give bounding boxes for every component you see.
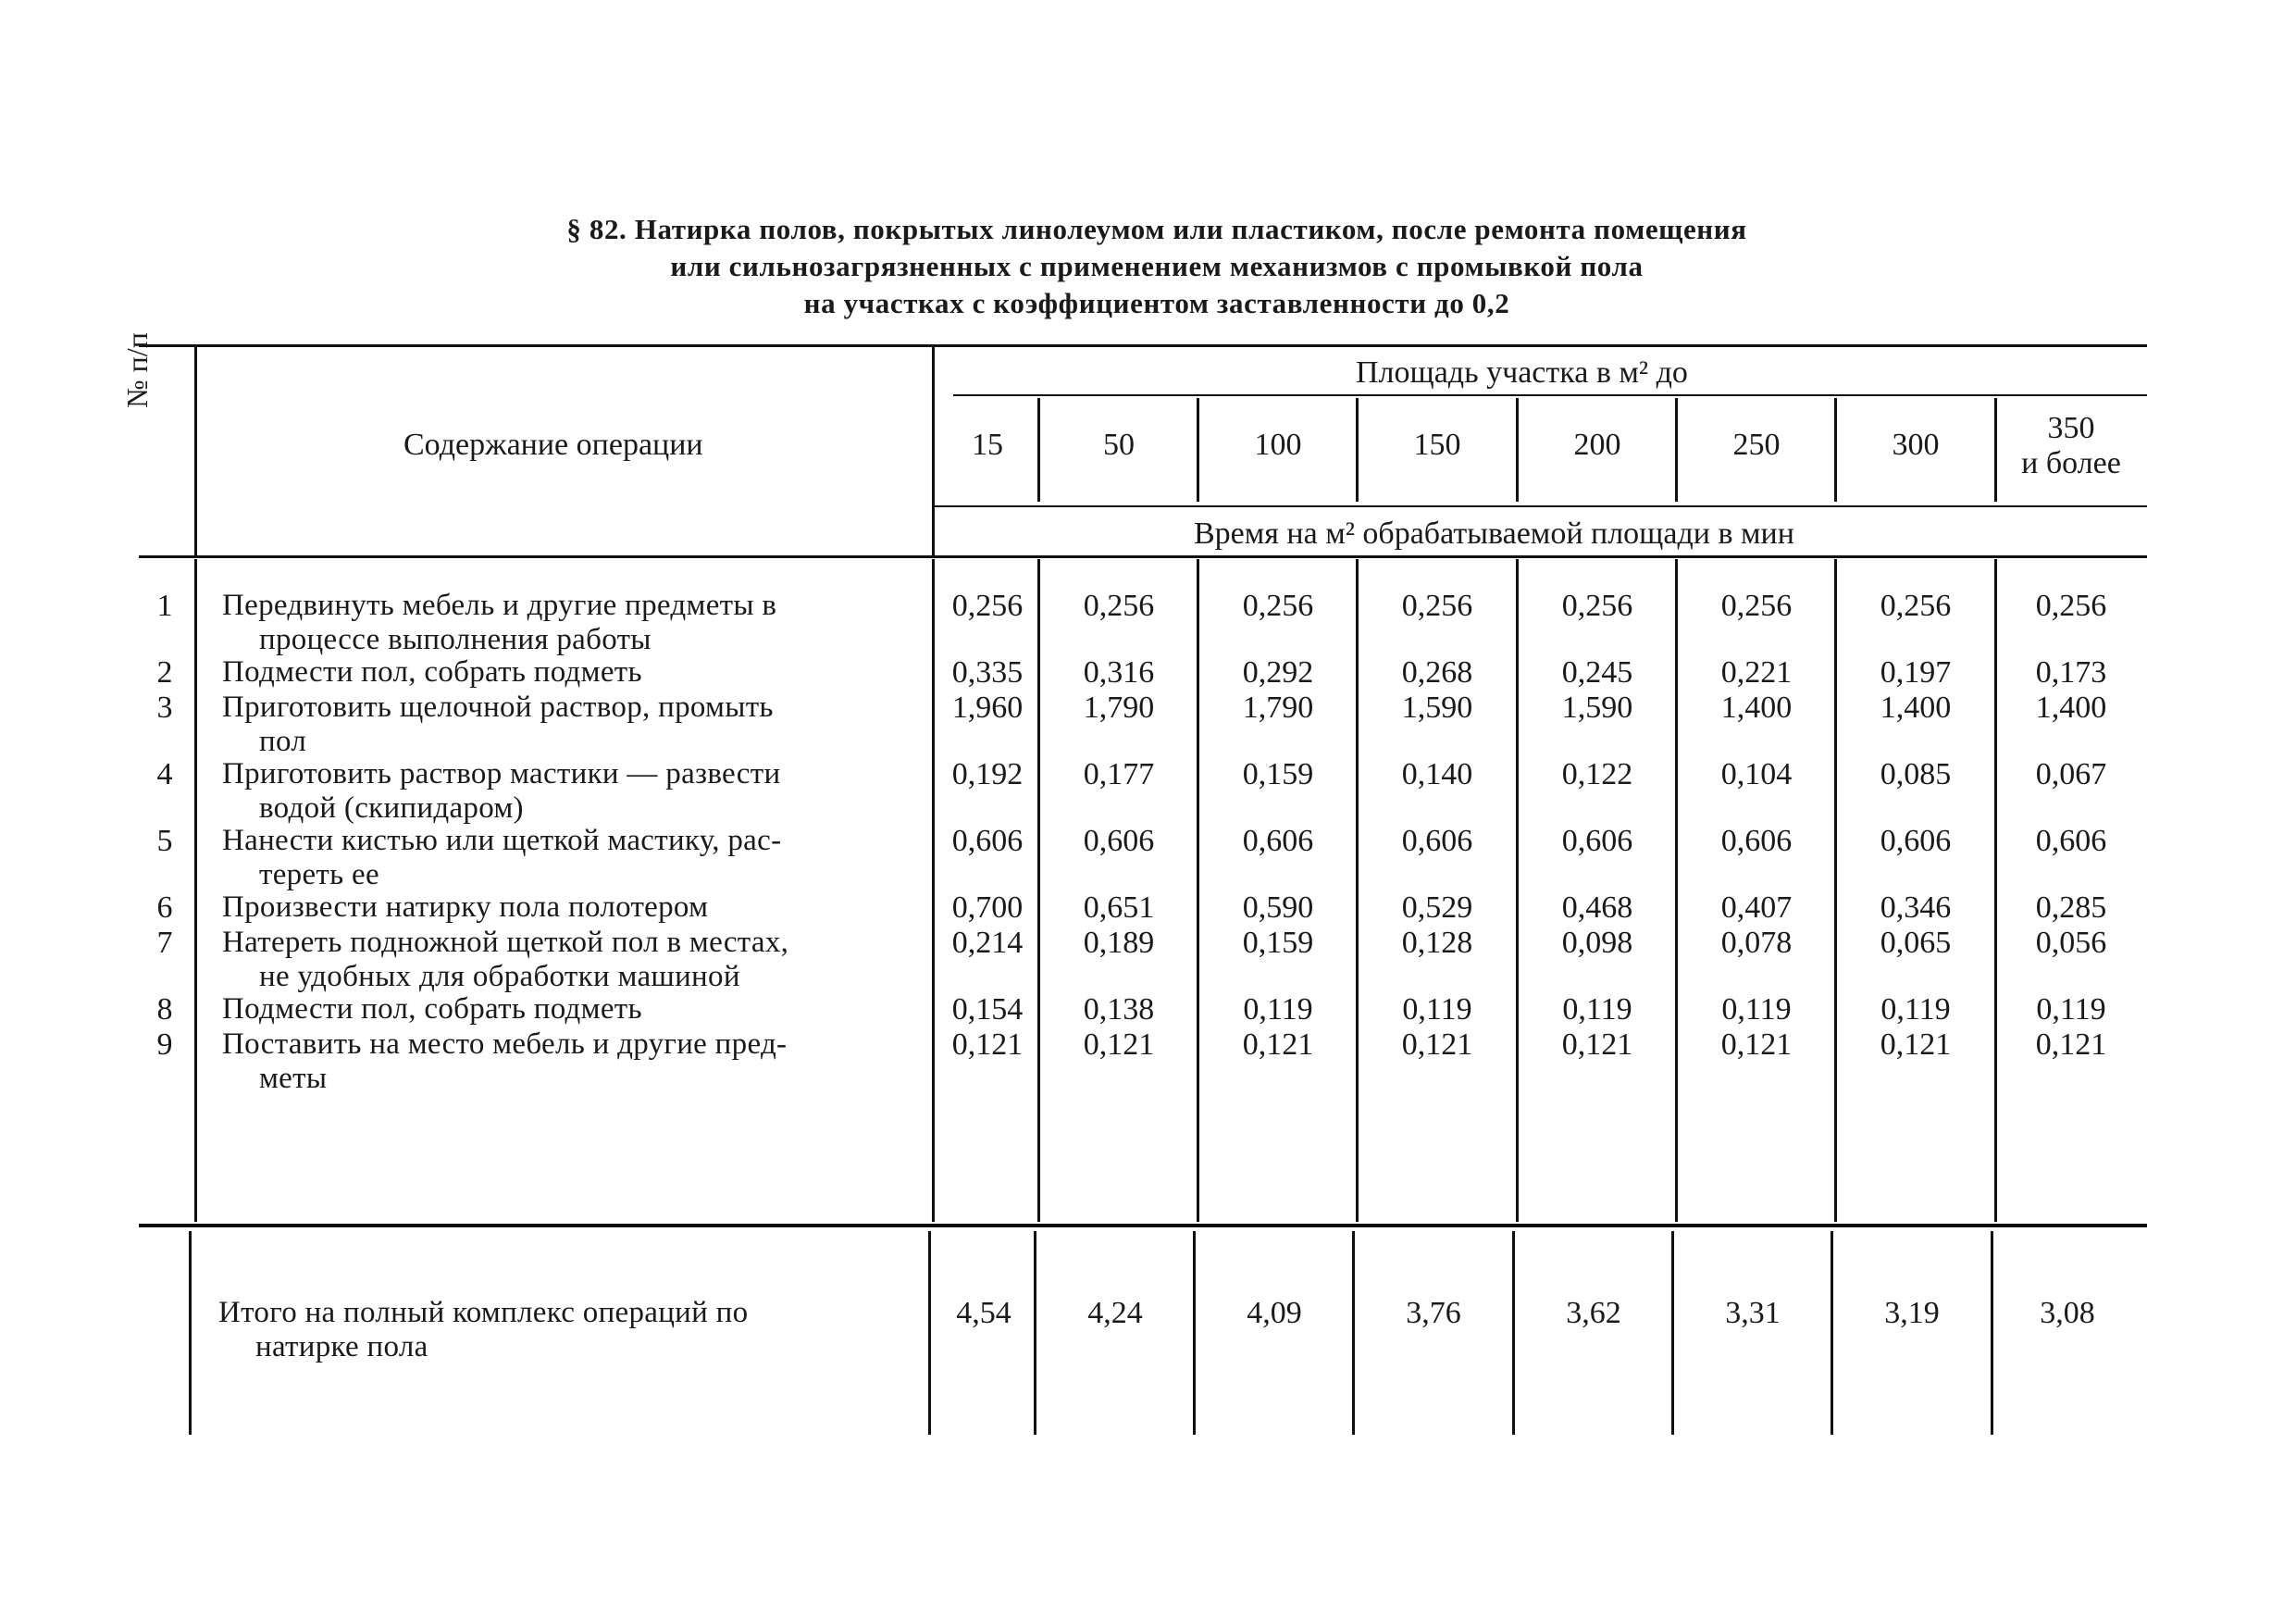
num-col-border bbox=[194, 346, 197, 557]
total-col-100-border bbox=[1352, 1231, 1355, 1435]
time-value: 0,214 bbox=[951, 926, 1024, 960]
total-value: 3,62 bbox=[1566, 1296, 1621, 1330]
total-value: 4,54 bbox=[956, 1296, 1011, 1330]
area-150-header: 150 bbox=[1413, 428, 1461, 462]
time-value: 0,065 bbox=[1880, 926, 1952, 960]
area-300-header: 300 bbox=[1892, 428, 1940, 462]
total-value: 3,08 bbox=[2040, 1296, 2095, 1330]
total-col-300-border bbox=[1991, 1231, 1993, 1435]
time-value: 0,098 bbox=[1561, 926, 1633, 960]
time-value: 1,590 bbox=[1561, 691, 1633, 725]
time-value: 0,651 bbox=[1083, 890, 1155, 925]
time-value: 0,590 bbox=[1242, 890, 1314, 925]
operation-line-1: Нанести кистью или щеткой мастику, рас- bbox=[222, 824, 782, 857]
time-value: 1,590 bbox=[1401, 691, 1473, 725]
area-50-header: 50 bbox=[1103, 428, 1135, 462]
total-num-border bbox=[189, 1231, 192, 1435]
table-top-rule bbox=[139, 344, 2147, 347]
time-value: 0,256 bbox=[951, 589, 1024, 623]
operation-column-header: Содержание операции bbox=[403, 428, 703, 462]
operation-line-2: тереть ее bbox=[259, 858, 379, 891]
time-value: 1,400 bbox=[2035, 691, 2107, 725]
operation-text bbox=[222, 1027, 935, 1096]
time-value: 1,400 bbox=[1880, 691, 1952, 725]
operation-text bbox=[222, 655, 935, 690]
total-label bbox=[218, 1296, 931, 1364]
time-value: 0,121 bbox=[1242, 1027, 1314, 1062]
time-value: 0,292 bbox=[1242, 655, 1314, 690]
time-value: 0,346 bbox=[1880, 890, 1952, 925]
time-value: 0,606 bbox=[2035, 824, 2107, 858]
total-value: 3,76 bbox=[1406, 1296, 1461, 1330]
time-value: 0,529 bbox=[1401, 890, 1473, 925]
time-value: 0,407 bbox=[1720, 890, 1793, 925]
time-value: 0,468 bbox=[1561, 890, 1633, 925]
total-value: 3,31 bbox=[1725, 1296, 1781, 1330]
total-col-15-border bbox=[1034, 1231, 1036, 1435]
time-value: 0,335 bbox=[951, 655, 1024, 690]
row-number: 7 bbox=[156, 926, 173, 960]
area-350-line-1: 350 bbox=[2047, 411, 2095, 445]
operation-text bbox=[222, 926, 935, 994]
time-value: 0,268 bbox=[1401, 655, 1473, 690]
time-value: 0,256 bbox=[2035, 589, 2107, 623]
time-value: 0,067 bbox=[2035, 757, 2107, 791]
time-value: 0,245 bbox=[1561, 655, 1633, 690]
time-value: 0,189 bbox=[1083, 926, 1155, 960]
time-header: Время на м² обрабатываемой площади в мин bbox=[1194, 517, 1794, 551]
area-250-header: 250 bbox=[1732, 428, 1781, 462]
op-col-border bbox=[932, 346, 935, 557]
time-value: 1,400 bbox=[1720, 691, 1793, 725]
area-350-line-2: и более bbox=[2021, 446, 2121, 480]
time-value: 0,606 bbox=[951, 824, 1024, 858]
operation-line-2: не удобных для обработки машиной bbox=[259, 960, 740, 993]
time-value: 0,606 bbox=[1561, 824, 1633, 858]
num-column-header: № п/п bbox=[120, 332, 154, 408]
time-value: 0,121 bbox=[951, 1027, 1024, 1062]
time-value: 0,119 bbox=[1243, 992, 1313, 1027]
operation-text bbox=[222, 824, 935, 892]
time-value: 0,197 bbox=[1880, 655, 1952, 690]
operation-line-2: процессе выполнения работы bbox=[259, 623, 652, 656]
row-number: 1 bbox=[156, 589, 173, 623]
operation-line-2: водой (скипидаром) bbox=[259, 791, 524, 825]
time-value: 0,121 bbox=[1561, 1027, 1633, 1062]
total-col-50-border bbox=[1193, 1231, 1196, 1435]
operation-text bbox=[222, 589, 935, 657]
operation-line-2: пол bbox=[259, 725, 307, 758]
area-200-header: 200 bbox=[1573, 428, 1621, 462]
time-value: 1,790 bbox=[1083, 691, 1155, 725]
area-header: Площадь участка в м² до bbox=[1356, 355, 1688, 390]
time-value: 0,122 bbox=[1561, 757, 1633, 791]
time-value: 0,221 bbox=[1720, 655, 1793, 690]
row-number: 9 bbox=[156, 1027, 173, 1062]
time-value: 0,119 bbox=[1880, 992, 1951, 1027]
time-value: 1,960 bbox=[951, 691, 1024, 725]
time-value: 0,119 bbox=[1402, 992, 1472, 1027]
operation-line-2: меты bbox=[259, 1062, 328, 1095]
area-100-header: 100 bbox=[1254, 428, 1302, 462]
time-value: 0,104 bbox=[1720, 757, 1793, 791]
time-value: 0,119 bbox=[2036, 992, 2106, 1027]
total-label-line-2: натирке пола bbox=[255, 1330, 428, 1363]
time-value: 0,606 bbox=[1401, 824, 1473, 858]
operation-line-1: Подмести пол, собрать подметь bbox=[222, 655, 642, 689]
total-col-150-border bbox=[1512, 1231, 1515, 1435]
time-value: 0,140 bbox=[1401, 757, 1473, 791]
title-line-2: или сильнозагрязненных с применением механизмов с промывкой пола bbox=[670, 250, 1644, 282]
operation-line-1: Поставить на место мебель и другие пред- bbox=[222, 1027, 788, 1061]
operation-text bbox=[222, 992, 935, 1027]
time-value: 0,078 bbox=[1720, 926, 1793, 960]
total-col-250-border bbox=[1831, 1231, 1833, 1435]
time-value: 0,256 bbox=[1083, 589, 1155, 623]
total-value: 3,19 bbox=[1884, 1296, 1940, 1330]
time-value: 0,177 bbox=[1083, 757, 1155, 791]
time-value: 0,121 bbox=[2035, 1027, 2107, 1062]
operation-line-1: Передвинуть мебель и другие предметы в bbox=[222, 589, 777, 622]
time-value: 0,119 bbox=[1562, 992, 1632, 1027]
row-number: 2 bbox=[156, 655, 173, 690]
time-value: 0,606 bbox=[1880, 824, 1952, 858]
time-value: 0,606 bbox=[1083, 824, 1155, 858]
total-col-200-border bbox=[1671, 1231, 1674, 1435]
time-value: 1,790 bbox=[1242, 691, 1314, 725]
total-value: 4,24 bbox=[1087, 1296, 1143, 1330]
row-number: 8 bbox=[156, 992, 173, 1027]
row-number: 5 bbox=[156, 824, 173, 858]
time-value: 0,159 bbox=[1242, 757, 1314, 791]
area-350-header bbox=[1997, 411, 2145, 481]
time-value: 0,173 bbox=[2035, 655, 2107, 690]
time-value: 0,128 bbox=[1401, 926, 1473, 960]
total-label-line-1: Итого на полный комплекс операций по bbox=[218, 1296, 749, 1329]
row-number: 6 bbox=[156, 890, 173, 925]
time-value: 0,256 bbox=[1880, 589, 1952, 623]
time-value: 0,256 bbox=[1401, 589, 1473, 623]
time-value: 0,085 bbox=[1880, 757, 1952, 791]
time-value: 0,192 bbox=[951, 757, 1024, 791]
operation-line-1: Приготовить раствор мастики — развести bbox=[222, 757, 781, 790]
total-separator-rule bbox=[139, 1224, 2147, 1227]
time-value: 0,285 bbox=[2035, 890, 2107, 925]
time-value: 0,700 bbox=[951, 890, 1024, 925]
operation-line-1: Подмести пол, собрать подметь bbox=[222, 992, 642, 1026]
total-value: 4,09 bbox=[1247, 1296, 1302, 1330]
time-value: 0,316 bbox=[1083, 655, 1155, 690]
time-value: 0,119 bbox=[1721, 992, 1792, 1027]
operation-line-1: Произвести натирку пола полотером bbox=[222, 890, 709, 924]
time-value: 0,121 bbox=[1720, 1027, 1793, 1062]
time-value: 0,121 bbox=[1880, 1027, 1952, 1062]
time-value: 0,121 bbox=[1083, 1027, 1155, 1062]
operation-line-1: Приготовить щелочной раствор, промыть bbox=[222, 691, 774, 724]
time-value: 0,256 bbox=[1720, 589, 1793, 623]
header-bottom-rule bbox=[139, 555, 2147, 558]
section-title bbox=[278, 211, 2036, 322]
time-value: 0,606 bbox=[1720, 824, 1793, 858]
row-number: 3 bbox=[156, 691, 173, 725]
operation-text bbox=[222, 757, 935, 826]
area-header-rule bbox=[953, 394, 2147, 396]
time-value: 0,256 bbox=[1242, 589, 1314, 623]
time-value: 0,154 bbox=[951, 992, 1024, 1027]
time-value: 0,606 bbox=[1242, 824, 1314, 858]
title-line-1: § 82. Натирка полов, покрытых линолеумом или пластиком, после ремонта помещения bbox=[566, 213, 1747, 245]
time-value: 0,138 bbox=[1083, 992, 1155, 1027]
operation-text bbox=[222, 890, 935, 925]
operation-line-1: Натереть подножной щеткой пол в местах, bbox=[222, 926, 789, 959]
time-value: 0,256 bbox=[1561, 589, 1633, 623]
time-value: 0,159 bbox=[1242, 926, 1314, 960]
num-col-border-body bbox=[194, 559, 197, 1222]
row-number: 4 bbox=[156, 757, 173, 791]
time-value: 0,121 bbox=[1401, 1027, 1473, 1062]
time-value: 0,056 bbox=[2035, 926, 2107, 960]
area-15-header: 15 bbox=[972, 428, 1003, 462]
time-header-top-rule bbox=[935, 505, 2147, 507]
title-line-3: на участках с коэффициентом заставленности до 0,2 bbox=[803, 287, 1510, 319]
operation-text bbox=[222, 691, 935, 759]
